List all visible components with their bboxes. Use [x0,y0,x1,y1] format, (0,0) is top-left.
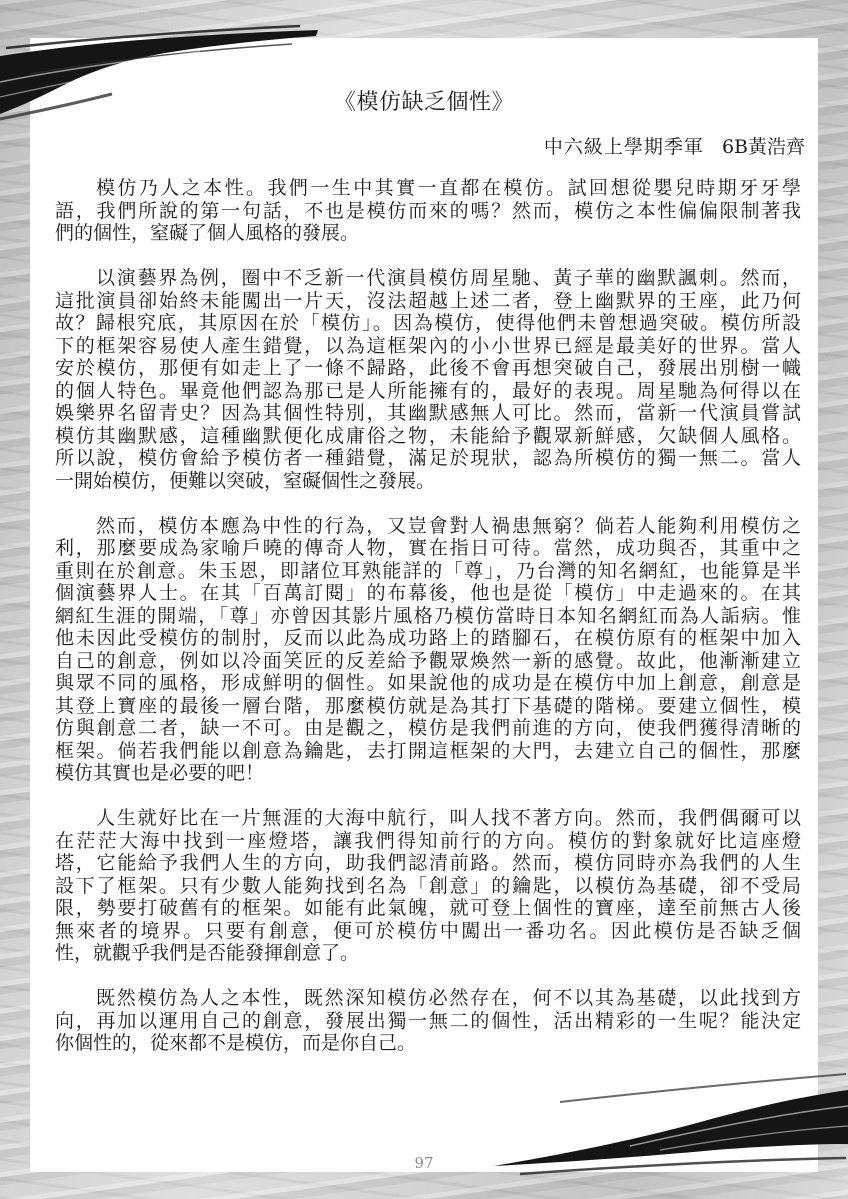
text-line: 個演藝界人士。在其「百萬訂閱」的布幕後，他也是從「模仿」中走過來的。在其 [55,582,801,604]
text-line: 利，那麼要成為家喻戶曉的傳奇人物，實在指日可待。當然，成功與否，其重中之 [55,537,801,559]
text-line: 他未因此受模仿的制肘，反而以此為成功路上的踏腳石，在模仿原有的框架中加入 [55,627,801,649]
text-line: 其登上寶座的最後一層台階，那麼模仿就是為其打下基礎的階梯。要建立個性，模 [55,694,801,717]
text-line: 以演藝界為例，圈中不乏新一代演員模仿周星馳、黃子華的幽默諷刺。然而， [96,267,801,289]
paragraph [55,267,801,492]
text-line: 仿與創意二者，缺一不可。由是觀之，模仿是我們前進的方向，使我們獲得清晰的 [55,717,801,739]
text-line: 限，勢要打破舊有的框架。如能有此氣魄，就可登上個性的寶座，達至前無古人後 [55,897,801,919]
text-line: 性，就觀乎我們是否能發揮創意了。 [55,942,360,964]
award-label: 中六級上學期季軍 [543,136,704,158]
text-line: 故？歸根究底，其原因在於「模仿」。因為模仿，使得他們未曾想過突破。模仿所設 [55,312,801,334]
text-line: 框架。倘若我們能以創意為鑰匙，去打開這框架的大門，去建立自己的個性，那麼 [55,739,801,762]
paragraph [55,807,801,965]
text-line: 在茫茫大海中找到一座燈塔，讓我們得知前行的方向。模仿的對象就好比這座燈 [55,829,801,852]
text-line: 向，再加以運用自己的創意，發展出獨一無二的個性，活出精彩的一生呢？能決定 [55,1009,801,1032]
text-line: 模仿乃人之本性。我們一生中其實一直都在模仿。試回想從嬰兒時期牙牙學 [96,177,801,199]
text-line: 這批演員卻始終未能闖出一片天，沒法超越上述二者，登上幽默界的王座，此乃何 [55,289,801,312]
text-line: 無來者的境界。只要有創意，便可於模仿中闖出一番功名。因此模仿是否缺乏個 [55,919,801,942]
text-line: 網紅生涯的開端，「尊」亦曾因其影片風格乃模仿當時日本知名網紅而為人詬病。惟 [55,604,801,627]
essay-body [55,177,801,1077]
text-line: 模仿其實也是必要的吧！ [55,762,265,784]
text-line: 自己的創意，例如以冷面笑匠的反差給予觀眾煥然一新的感覺。故此，他漸漸建立 [55,649,801,672]
text-line: 重則在於創意。朱玉恩，即諸位耳熟能詳的「尊」，乃台灣的知名網紅，也能算是半 [55,559,801,582]
paragraph [55,987,801,1055]
text-line: 一開始模仿，便難以突破，窒礙個性之發展。 [55,469,436,492]
text-line: 安於模仿，那便有如走上了一條不歸路，此後不會再想突破自己，發展出別樹一幟 [55,357,801,379]
text-line: 娛樂界名留青史？因為其個性特別，其幽默感無人可比。然而，當新一代演員嘗試 [55,402,801,424]
text-line: 們的個性，窒礙了個人風格的發展。 [55,222,360,244]
text-line: 然而，模仿本應為中性的行為，又豈會對人禍患無窮？倘若人能夠利用模仿之 [96,514,801,537]
text-line: 塔，它能給予我們人生的方向，助我們認清前路。然而，模仿同時亦為我們的人生 [55,852,801,874]
paragraph [55,177,801,245]
page-number: 97 [414,1154,434,1172]
text-line: 與眾不同的風格，形成鮮明的個性。如果說他的成功是在模仿中加上創意，創意是 [55,672,801,694]
text-line: 既然模仿為人之本性，既然深知模仿必然存在，何不以其為基礎，以此找到方 [96,987,801,1009]
essay-title: 《模仿缺乏個性》 [333,90,514,115]
text-line: 下的框架容易使人產生錯覺，以為這框架內的小小世界已經是最美好的世界。當人 [55,334,801,357]
text-line: 你個性的，從來都不是模仿，而是你自己。 [55,1032,417,1054]
paragraph [55,515,801,785]
text-line: 人生就好比在一片無涯的大海中航行，叫人找不著方向。然而，我們偶爾可以 [96,807,801,829]
text-line: 的個人特色。畢竟他們認為那已是人所能擁有的，最好的表現。周星馳為何得以在 [55,379,801,402]
text-line: 語，我們所說的第一句話，不也是模仿而來的嗎？然而，模仿之本性偏偏限制著我 [55,199,801,222]
text-line: 模仿其幽默感，這種幽默便化成庸俗之物，未能給予觀眾新鮮感，欠缺個人風格。 [55,424,801,447]
author-name: 6B黃浩齊 [721,136,805,158]
text-line: 設下了框架。只有少數人能夠找到名為「創意」的鑰匙，以模仿為基礎，卻不受局 [55,874,801,897]
text-line: 所以說，模仿會給予模仿者一種錯覺，滿足於現狀，認為所模仿的獨一無二。當人 [55,447,801,469]
byline [544,136,805,158]
